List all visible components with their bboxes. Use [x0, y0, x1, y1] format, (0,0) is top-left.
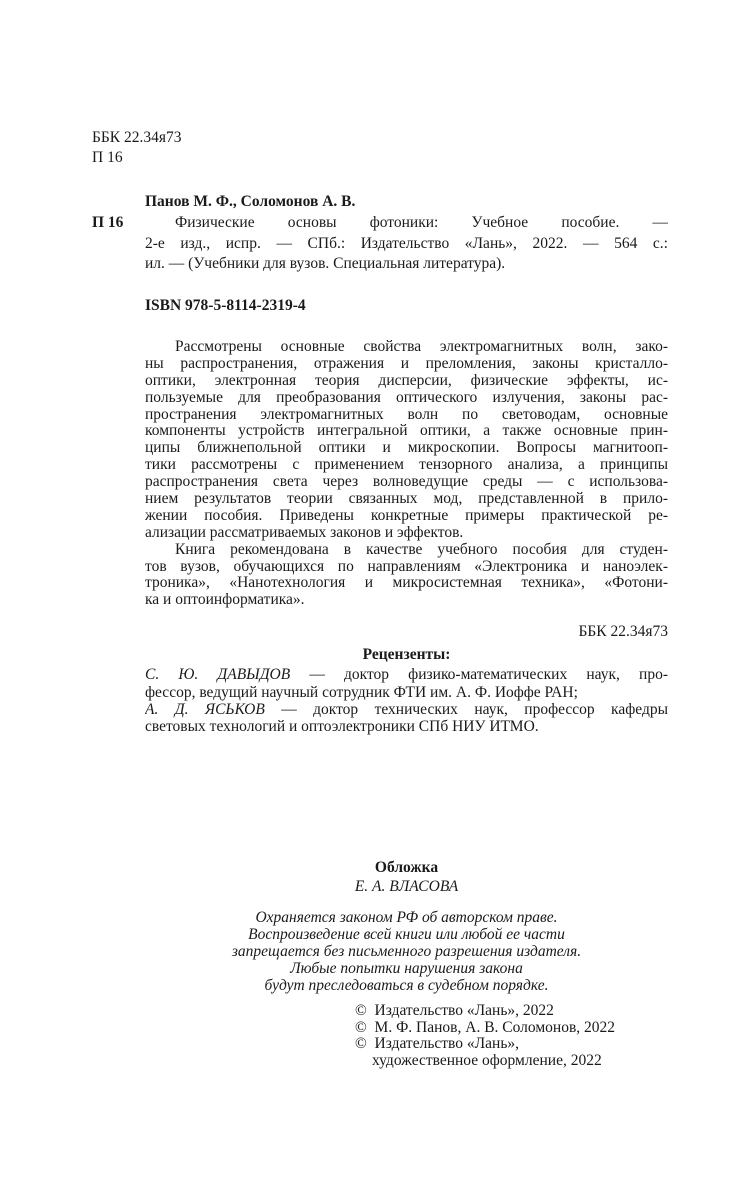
citation-line: Физические основы фотоники: Учебное пособие. — — [175, 214, 668, 231]
notice-line: Охраняется законом РФ об авторском праве. — [255, 909, 558, 926]
abstract-line: ципы ближнепольной оптики и микроскопии. Вопросы магнитооп- — [145, 440, 668, 457]
citation-line: 2-е изд., испр. — СПб.: Издательство «Лань», 2022. — 564 с.: — [145, 235, 668, 252]
reviewer-name: С. Ю. ДАВЫДОВ — [145, 666, 291, 683]
abstract-line: распространения света через волноведущие среды — с использова- — [145, 474, 668, 491]
bbk-index: ББК 22.34я73 — [92, 129, 182, 146]
cover-title: Обложка — [374, 859, 439, 876]
abstract-line: Рассмотрены основные свойства электромагнитных волн, зако- — [175, 339, 668, 355]
citation-author-mark: П 16 — [92, 214, 124, 231]
notice-line: Любые попытки нарушения закона — [290, 960, 523, 977]
abstract-line: пространения электромагнитных волн по световодам, основные — [145, 406, 668, 423]
reviewer-desc: — доктор технических наук, профессор кафедры — [264, 701, 668, 718]
abstract-line: тики рассмотрены с применением тензорного анализа, а принципы — [145, 457, 668, 474]
copyright-icon: © — [355, 1002, 367, 1019]
copyright-line — [355, 1020, 615, 1037]
notice-line: запрещается без письменного разрешения издателя. — [231, 943, 582, 960]
bbk-index-right: ББК 22.34я73 — [578, 623, 668, 640]
abstract-line: пользуемые для преобразования оптического излучения, законы рас- — [145, 389, 668, 406]
author-mark: П 16 — [92, 149, 123, 166]
abstract-line: тов вузов, обучающихся по направлениям «Электроника и наноэлек- — [145, 558, 668, 575]
copyright-icon: © — [355, 1035, 367, 1052]
copyright-text: М. Ф. Панов, А. В. Соломонов, 2022 — [374, 1018, 616, 1036]
copyright-line — [355, 1003, 615, 1020]
cover-artist: Е. А. ВЛАСОВА — [354, 878, 459, 895]
abstract-line: ны распространения, отражения и преломления, законы кристалло- — [145, 355, 668, 372]
isbn: ISBN 978-5-8114-2319-4 — [145, 297, 306, 314]
reviewer-desc: — доктор физико-математических наук, про- — [290, 666, 668, 683]
abstract — [145, 339, 668, 609]
reviewer-2 — [145, 701, 668, 718]
notice-line: будут преследоваться в судебном порядке. — [264, 977, 549, 994]
copyright-text: Издательство «Лань», 2022 — [374, 1002, 554, 1019]
abstract-line: ка и оптоинформатика». — [145, 591, 305, 609]
reviewer-name: А. Д. ЯСЬКОВ — [145, 701, 265, 718]
abstract-line: компоненты устройств интегральной оптики, а также основные прин- — [145, 423, 668, 440]
abstract-line: ализации рассматриваемых законов и эффектов. — [145, 523, 464, 541]
reviewer-2-cont: световых технологий и оптоэлектроники СПб НИУ ИТМО. — [145, 718, 539, 735]
abstract-line: оптики, электронная теория дисперсии, физические эффекты, ис- — [145, 372, 668, 389]
abstract-line: нием результатов теории связанных мод, представленной в прило- — [145, 491, 668, 508]
copyright-notice — [145, 909, 668, 994]
notice-line: Воспроизведение всей книги или любой ее части — [248, 926, 565, 943]
copyright-text: Издательство «Лань», — [374, 1035, 520, 1052]
reviewer-1-cont: фессор, ведущий научный сотрудник ФТИ им. А. Ф. Иоффе РАН; — [145, 684, 578, 701]
copyright-line-cont: художественное оформление, 2022 — [372, 1051, 602, 1069]
reviewer-1 — [145, 666, 668, 683]
abstract-line: троника», «Нанотехнология и микросистемная техника», «Фотони- — [145, 575, 668, 592]
copyright-block — [355, 1003, 615, 1069]
abstract-line: жении пособия. Приведены конкретные примеры практической ре- — [145, 507, 668, 524]
copyright-line — [355, 1036, 615, 1053]
abstract-line: Книга рекомендована в качестве учебного пособия для студен- — [175, 541, 668, 558]
citation-line: ил. — (Учебники для вузов. Специальная литература). — [145, 255, 506, 272]
copyright-icon: © — [355, 1018, 367, 1036]
authors: Панов М. Ф., Соломонов А. В. — [145, 193, 356, 210]
reviewers-title: Рецензенты: — [362, 646, 451, 663]
